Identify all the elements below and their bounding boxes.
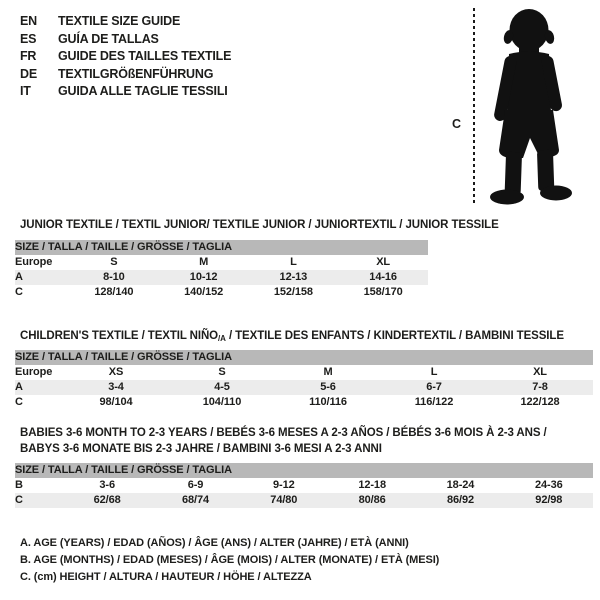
lang-row-de	[20, 66, 231, 84]
lang-label: GUIDA ALLE TAGLIE TESSILI	[58, 84, 228, 99]
table-cell: L	[430, 366, 438, 378]
footnote-height: C. (cm) HEIGHT / ALTURA / HAUTEUR / HÖHE / ALTEZZA	[20, 570, 312, 583]
lang-label: TEXTILE SIZE GUIDE	[58, 14, 181, 28]
table-row-europe	[15, 365, 593, 380]
table-cell: 68/74	[181, 494, 209, 506]
table-cell: 122/128	[520, 396, 560, 408]
table-cell: 12-18	[358, 479, 386, 491]
children-title-sub: /A	[218, 334, 226, 343]
row-label: A	[15, 271, 23, 283]
size-header-row	[15, 463, 593, 478]
table-cell: 104/110	[202, 396, 242, 408]
lang-label: TEXTILGRÖßENFÜHRUNG	[58, 66, 214, 81]
table-cell: 116/122	[414, 396, 454, 408]
table-cell: 7-8	[532, 381, 548, 393]
footnote-age-years: A. AGE (YEARS) / EDAD (AÑOS) / ÂGE (ANS) / ALTER (JAHRE) / ETÀ (ANNI)	[20, 537, 409, 549]
lang-row-fr	[20, 48, 231, 66]
size-header: SIZE / TALLA / TAILLE / GRÖSSE / TAGLIA	[15, 350, 593, 365]
size-header-row	[15, 350, 593, 365]
footnote-age-months: B. AGE (MONTHS) / EDAD (MESES) / ÂGE (MOIS) / ALTER (MONATE) / ETÀ (MESI)	[20, 553, 440, 566]
children-size-table	[15, 350, 593, 410]
lang-code: ES	[20, 31, 37, 46]
lang-code: DE	[20, 66, 37, 81]
table-cell: 24-36	[535, 479, 563, 491]
babies-title-line2: BABYS 3-6 MONATE BIS 2-3 JAHRE / BAMBINI 3-6 MESI A 2-3 ANNI	[20, 442, 382, 455]
lang-row-it	[20, 83, 231, 101]
lang-code: EN	[20, 14, 37, 28]
table-row-age-years	[15, 270, 428, 285]
table-cell: 10-12	[189, 271, 218, 283]
row-label: C	[15, 286, 23, 298]
table-cell: 152/158	[273, 286, 313, 298]
legend-footnotes	[20, 535, 439, 585]
table-cell: 74/80	[270, 494, 298, 506]
lang-label: GUIDE DES TAILLES TEXTILE	[58, 49, 232, 64]
table-cell: 110/116	[309, 396, 347, 408]
junior-section-title: JUNIOR TEXTILE / TEXTIL JUNIOR/ TEXTILE JUNIOR / JUNIORTEXTIL / JUNIOR TESSILE	[20, 219, 499, 231]
table-row-height	[15, 285, 428, 300]
row-label: A	[15, 381, 23, 393]
table-cell: 128/140	[94, 286, 134, 298]
lang-code: IT	[20, 84, 31, 99]
table-cell: 6-9	[187, 479, 204, 491]
table-row-age-months	[15, 478, 593, 493]
table-cell: XL	[533, 366, 547, 378]
table-cell: 12-13	[279, 271, 308, 283]
table-cell: 86/92	[446, 494, 474, 506]
row-label: C	[15, 396, 23, 408]
babies-section-title	[20, 426, 547, 457]
table-cell: 62/68	[93, 494, 121, 506]
table-row-height	[15, 493, 593, 508]
table-row-europe	[15, 255, 428, 270]
table-row-height	[15, 395, 593, 410]
table-cell: 4-5	[214, 381, 230, 393]
table-cell: XL	[376, 256, 391, 268]
babies-title-line1: BABIES 3-6 MONTH TO 2-3 YEARS / BEBÉS 3-6 MESES A 2-3 AÑOS / BÉBÉS 3-6 MOIS À 2-3 ANS /	[20, 427, 547, 439]
size-header: SIZE / TALLA / TAILLE / GRÖSSE / TAGLIA	[15, 240, 428, 255]
table-cell: M	[323, 366, 333, 378]
table-cell: S	[218, 366, 226, 378]
table-row-age-years	[15, 380, 593, 395]
lang-row-en	[20, 13, 231, 31]
table-cell: 18-24	[446, 479, 475, 491]
size-header-row	[15, 240, 428, 255]
row-label: B	[15, 479, 23, 491]
table-cell: 6-7	[426, 381, 442, 393]
table-cell: 158/170	[363, 286, 403, 298]
table-cell: XS	[108, 366, 124, 378]
height-dashed-line	[473, 8, 475, 206]
table-cell: 98/104	[99, 396, 133, 408]
row-label: Europe	[15, 366, 53, 378]
table-cell: 14-16	[369, 271, 397, 283]
table-cell: 80/86	[358, 494, 386, 506]
table-cell: 5-6	[320, 381, 336, 393]
table-cell: 140/152	[184, 286, 224, 298]
table-cell: 8-10	[103, 271, 125, 283]
toddler-silhouette-image	[481, 4, 577, 209]
lang-code: FR	[20, 49, 37, 64]
table-cell: L	[290, 256, 297, 268]
children-title-pre: CHILDREN'S TEXTILE / TEXTIL NIÑO	[20, 330, 219, 342]
language-header	[20, 13, 231, 101]
table-cell: M	[199, 256, 209, 268]
children-section-title	[20, 329, 564, 347]
table-cell: 3-6	[99, 479, 115, 491]
row-label: C	[15, 494, 23, 506]
size-header: SIZE / TALLA / TAILLE / GRÖSSE / TAGLIA	[15, 463, 593, 478]
babies-size-table	[15, 463, 593, 508]
children-title-post: / TEXTILE DES ENFANTS / KINDERTEXTIL / BAMBINI TESSILE	[225, 330, 564, 342]
row-label: Europe	[15, 256, 53, 268]
table-cell: S	[110, 256, 118, 268]
table-cell: 92/98	[535, 494, 563, 506]
table-cell: 3-4	[108, 381, 124, 393]
table-cell: 9-12	[273, 479, 295, 491]
lang-row-es	[20, 31, 231, 49]
height-marker-label: C	[452, 117, 462, 131]
junior-size-table	[15, 240, 428, 300]
lang-label: GUÍA DE TALLAS	[58, 31, 159, 46]
